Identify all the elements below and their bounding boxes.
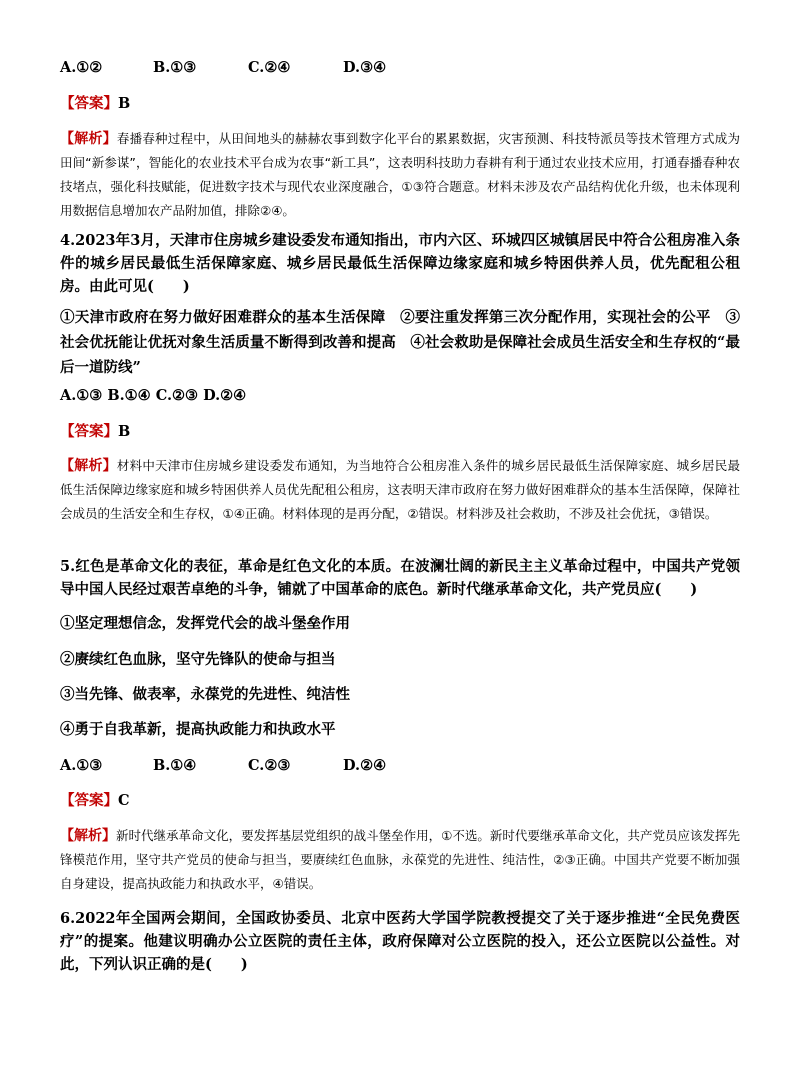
analysis-label: 【解析】 (60, 828, 117, 844)
option-d: D.③④ (343, 59, 387, 76)
question-4-stem: 4.2023年3月，天津市住房城乡建设委发布通知指出，市内六区、环城四区城镇居民中符合公租房准入条件的城乡居民最低生活保障家庭、城乡居民最低生活保障边缘家庭和城乡特困供养人员，优先配租公租房。由此可见( ) (60, 232, 740, 295)
question-4-analysis (60, 454, 740, 526)
answer-label: 【答案】 (60, 792, 118, 809)
question-4-statements: ①天津市政府在努力做好困难群众的基本生活保障 ②要注重发挥第三次分配作用，实现社会的公平 ③社会优抚能让优抚对象生活质量不断得到改善和提高 ④社会救助是保障社会成员生活安全和生存权的“最后一道防线” (60, 309, 740, 376)
answer-value: B (118, 423, 131, 440)
question-5-statement-3: ③当先锋、做表率，永葆党的先进性、纯洁性 (60, 686, 350, 703)
answer-value: C (118, 792, 130, 809)
question-4-answer (60, 422, 130, 442)
option-c: C.②④ (248, 59, 291, 76)
question-5-answer (60, 791, 130, 811)
option-b: B.①③ (153, 59, 197, 76)
analysis-label: 【解析】 (60, 131, 117, 147)
question-6-stem: 6.2022年全国两会期间，全国政协委员、北京中医药大学国学院教授提交了关于逐步推进“全民免费医疗”的提案。他建议明确办公立医院的责任主体，政府保障对公立医院的投入，还公立医院以公益性。对此，下列认识正确的是( ) (60, 910, 740, 973)
question-4-options: A.①③ B.①④ C.②③ D.②④ (60, 387, 247, 404)
question-5-analysis (60, 824, 740, 896)
analysis-paragraph (60, 127, 740, 223)
option-a: A.①③ (60, 757, 103, 774)
option-b: B.①④ (153, 757, 197, 774)
answer-line (60, 94, 130, 114)
answer-value: B (118, 95, 131, 112)
answer-label: 【答案】 (60, 423, 118, 440)
analysis-text: 春播春种过程中，从田间地头的赫赫农事到数字化平台的累累数据，灾害预测、科技特派员等技术管理方式成为田间“新参谋”，智能化的农业技术平台成为农事“新工具”，这表明科技助力春耕有利于通过农业技术应用，打通春播春种农技堵点，强化科技赋能，促进数字技术与现代农业深度融合，①③符合题意。材料未涉及农产品结构优化升级，也未体现利用数据信息增加农产品附加值，排除②④。 (60, 131, 740, 218)
option-a: A.①② (60, 59, 103, 76)
answer-label: 【答案】 (60, 95, 118, 112)
analysis-label: 【解析】 (60, 458, 117, 474)
question-5-stem: 5.红色是革命文化的表征，革命是红色文化的本质。在波澜壮阔的新民主主义革命过程中，中国共产党领导中国人民经过艰苦卓绝的斗争，铺就了中国革命的底色。新时代继承革命文化，共产党员应( ) (60, 558, 740, 598)
analysis-text: 材料中天津市住房城乡建设委发布通知，为当地符合公租房准入条件的城乡居民最低生活保障家庭、城乡居民最低生活保障边缘家庭和城乡特困供养人员优先配租公租房，这表明天津市政府在努力做好困难群众的基本生活保障，保障社会成员的生活安全和生存权，①④正确。材料体现的是再分配，②错误。材料涉及社会救助，不涉及社会优抚，③错误。 (60, 458, 740, 521)
options-row (60, 58, 386, 78)
question-5-options (60, 756, 386, 776)
option-d: D.②④ (343, 757, 387, 774)
question-5-statement-1: ①坚定理想信念，发挥党代会的战斗堡垒作用 (60, 615, 350, 632)
question-5-statement-4: ④勇于自我革新，提高执政能力和执政水平 (60, 721, 336, 738)
analysis-text: 新时代继承革命文化，要发挥基层党组织的战斗堡垒作用，①不选。新时代要继承革命文化，共产党员应该发挥先锋模范作用，坚守共产党员的使命与担当，要赓续红色血脉，永葆党的先进性、纯洁性，②③正确。中国共产党要不断加强自身建设，提高执政能力和执政水平，④错误。 (60, 828, 740, 891)
question-5-statement-2: ②赓续红色血脉，坚守先锋队的使命与担当 (60, 651, 336, 668)
option-c: C.②③ (248, 757, 291, 774)
